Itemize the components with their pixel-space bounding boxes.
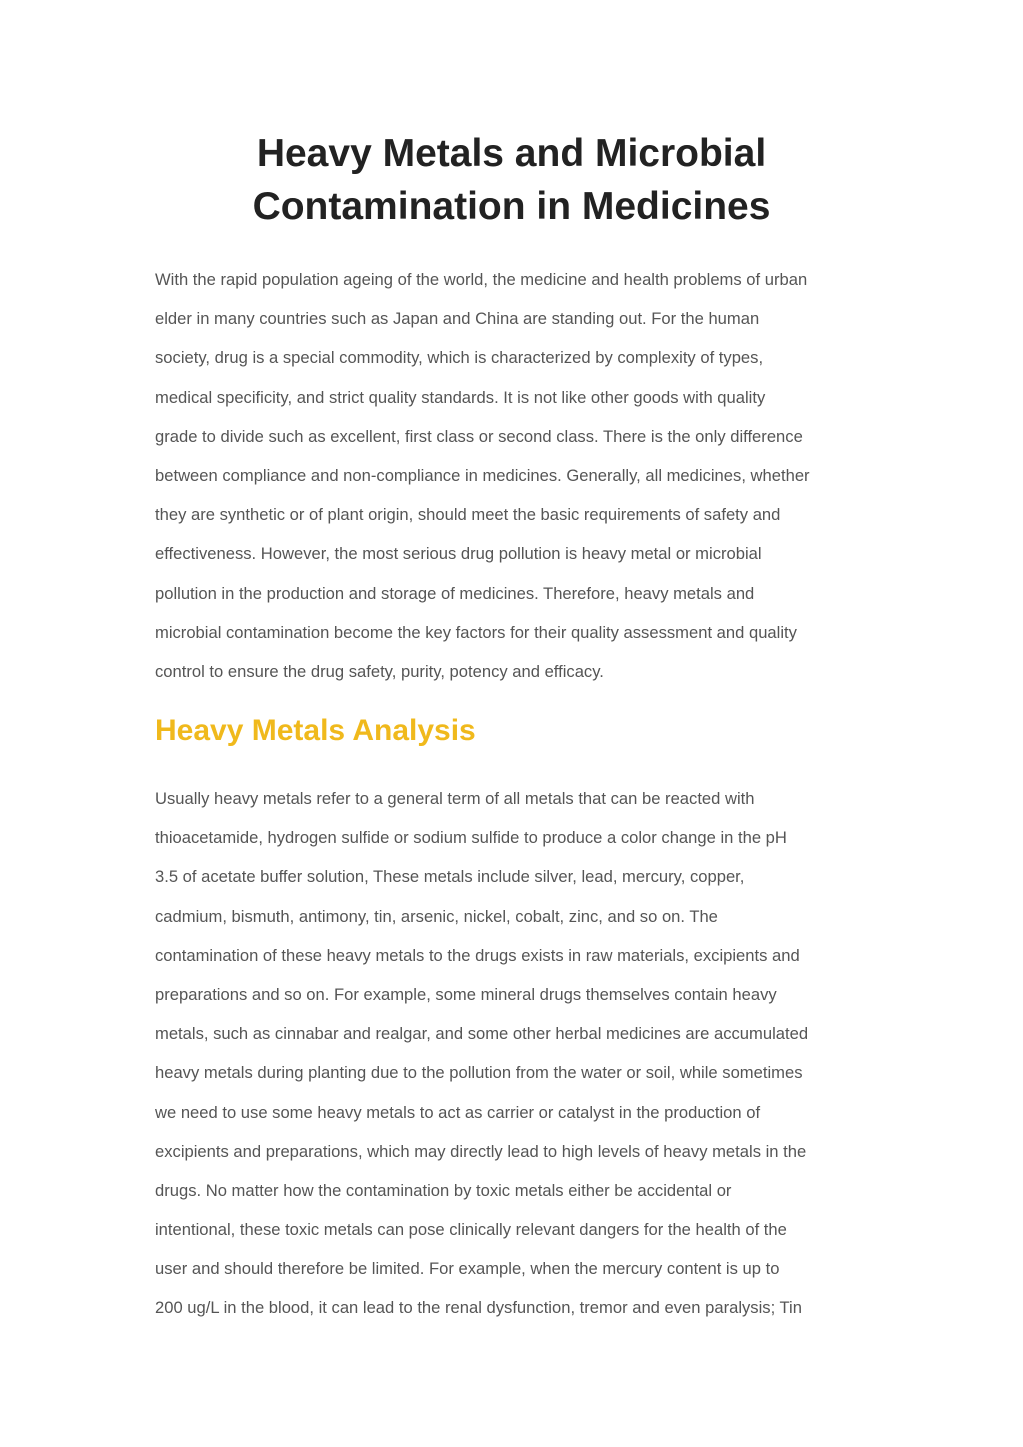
paragraph-line: grade to divide such as excellent, first class or second class. There is the only difference (155, 426, 803, 446)
document-title (0, 127, 1023, 233)
paragraph-line: excipients and preparations, which may directly lead to high levels of heavy metals in the (155, 1141, 807, 1161)
paragraph-line: Usually heavy metals refer to a general term of all metals that can be reacted with (155, 789, 755, 808)
paragraph-line: medical specificity, and strict quality standards. It is not like other goods with quality (155, 387, 766, 407)
paragraph-line: between compliance and non-compliance in medicines. Generally, all medicines, whether (155, 465, 810, 485)
paragraph-line: elder in many countries such as Japan and China are standing out. For the human (155, 309, 760, 329)
paragraph-line: cadmium, bismuth, antimony, tin, arsenic, nickel, cobalt, zinc, and so on. The (155, 906, 718, 926)
paragraph-line: user and should therefore be limited. For example, when the mercury content is up to (155, 1259, 780, 1279)
paragraph-line: heavy metals during planting due to the pollution from the water or soil, while sometimes (155, 1063, 803, 1083)
paragraph-line: intentional, these toxic metals can pose clinically relevant dangers for the health of the (155, 1220, 787, 1240)
title-line: Contamination in Medicines (252, 185, 771, 228)
paragraph-line: drugs. No matter how the contamination by toxic metals either be accidental or (155, 1180, 732, 1200)
paragraph-line: 200 ug/L in the blood, it can lead to the renal dysfunction, tremor and even paralysis; Tin (155, 1298, 802, 1318)
paragraph-line: 3.5 of acetate buffer solution, These metals include silver, lead, mercury, copper, (155, 867, 745, 887)
title-line: Heavy Metals and Microbial (256, 132, 767, 175)
paragraph-line: thioacetamide, hydrogen sulfide or sodium sulfide to produce a color change in the pH (155, 828, 787, 848)
paragraph-line: they are synthetic or of plant origin, should meet the basic requirements of safety and (155, 505, 781, 525)
paragraph-line: contamination of these heavy metals to the drugs exists in raw materials, excipients and (155, 945, 800, 965)
heavy-metals-paragraph (155, 779, 895, 1328)
paragraph-line: pollution in the production and storage of medicines. Therefore, heavy metals and (155, 583, 755, 603)
section-heading-heavy-metals: Heavy Metals Analysis (155, 714, 476, 747)
paragraph-line: microbial contamination become the key factors for their quality assessment and quality (155, 622, 797, 642)
paragraph-line: effectiveness. However, the most serious drug pollution is heavy metal or microbial (155, 544, 762, 564)
paragraph-line: control to ensure the drug safety, purity, potency and efficacy. (155, 661, 604, 681)
intro-paragraph (155, 260, 895, 691)
paragraph-line: society, drug is a special commodity, which is characterized by complexity of types, (155, 348, 764, 368)
paragraph-line: With the rapid population ageing of the world, the medicine and health problems of urban (155, 270, 808, 289)
paragraph-line: we need to use some heavy metals to act as carrier or catalyst in the production of (155, 1102, 761, 1122)
paragraph-line: preparations and so on. For example, some mineral drugs themselves contain heavy (155, 984, 777, 1004)
paragraph-line: metals, such as cinnabar and realgar, and some other herbal medicines are accumulated (155, 1024, 809, 1044)
